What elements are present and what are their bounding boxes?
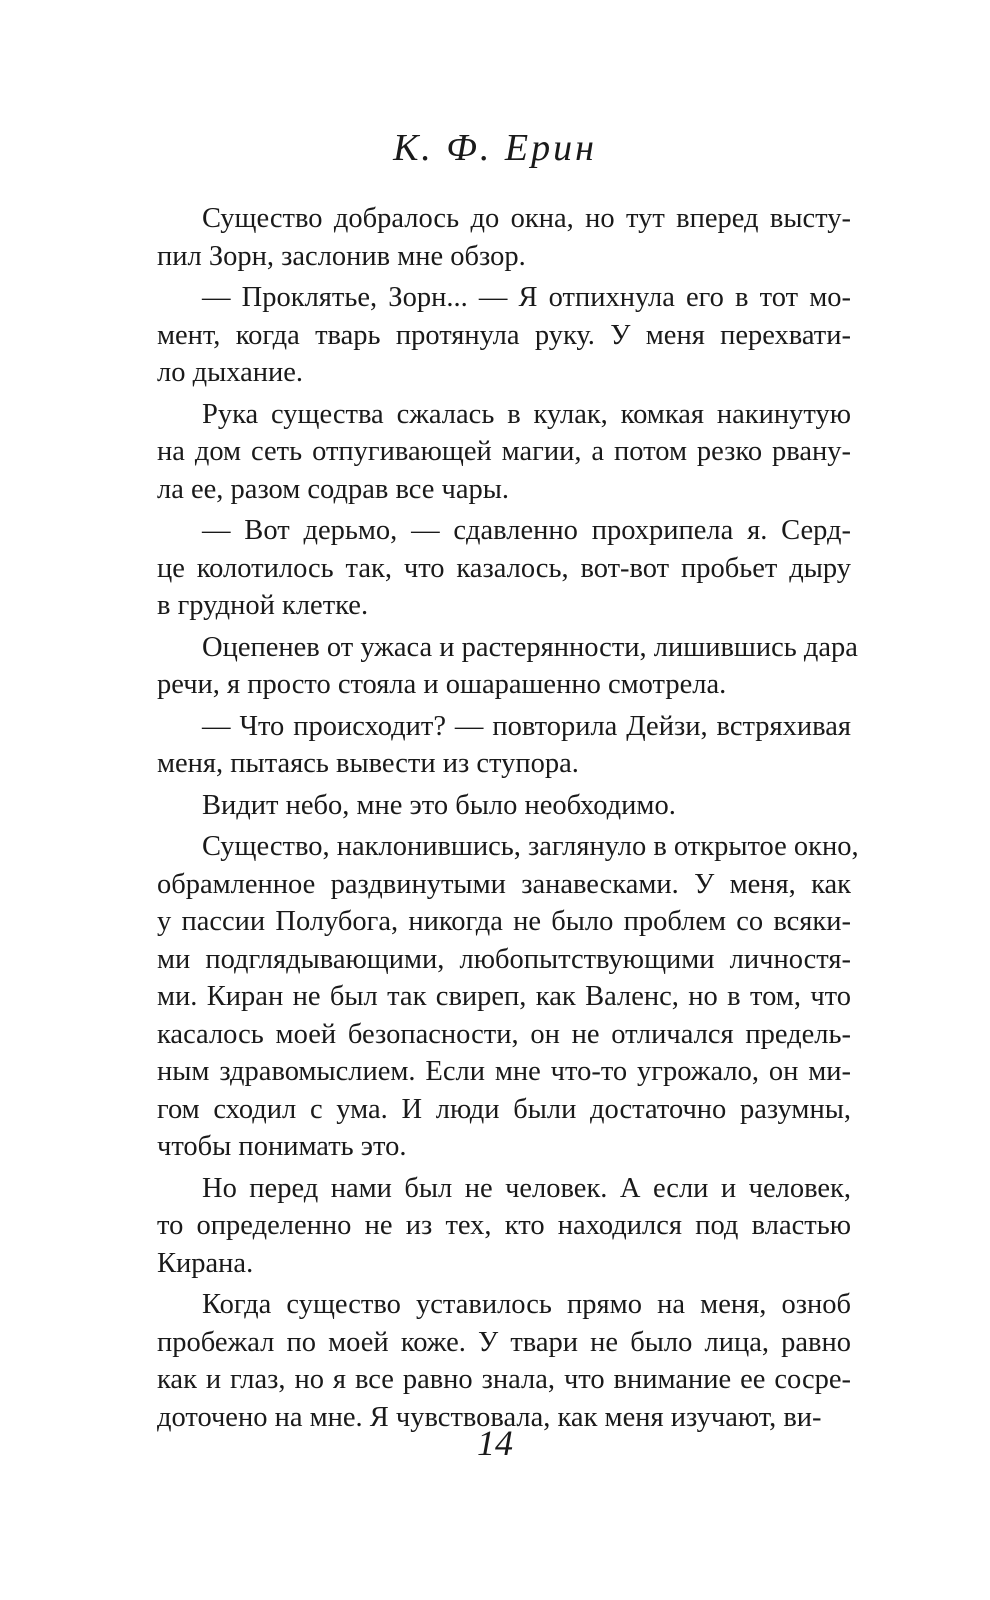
running-head: К. Ф. Ерин [393, 127, 597, 169]
text-line: Когда существо уставилось прямо на меня, озноб [202, 1289, 851, 1320]
text-line: чтобы понимать это. [157, 1131, 407, 1162]
text-line: Оцепенев от ужаса и растерянности, лишившись дара [202, 631, 858, 663]
text-line: доточено на мне. Я чувствовала, как меня изучают, ви- [157, 1401, 822, 1433]
text-line: Рука существа сжалась в кулак, комкая накинутую [202, 398, 851, 430]
text-line: касалось моей безопасности, он не отличался предель- [157, 1018, 851, 1050]
paragraph [157, 279, 851, 392]
text-line: це колотилось так, что казалось, вот-вот пробьет дыру [157, 552, 851, 584]
text-line: у пассии Полубога, никогда не было проблем со всяки- [157, 906, 851, 937]
page-number: 14 [477, 1423, 513, 1463]
text-line: — Что происходит? — повторила Дейзи, встряхивая [202, 710, 851, 742]
text-line: пил Зорн, заслонив мне обзор. [157, 240, 526, 272]
text-line: ло дыхание. [157, 357, 304, 388]
paragraph [157, 396, 851, 509]
paragraph [157, 629, 858, 704]
text-line: ным здравомыслием. Если мне что-то угрожало, он ми- [157, 1056, 851, 1087]
text-line: — Вот дерьмо, — сдавленно прохрипела я. Серд- [202, 515, 851, 546]
paragraph [157, 708, 851, 783]
paragraph [157, 512, 851, 625]
body-text [157, 200, 859, 1440]
text-line: обрамленное раздвинутыми занавесками. У меня, как [157, 868, 851, 900]
text-line: Кирана. [157, 1247, 254, 1279]
text-line: в грудной клетке. [157, 590, 369, 621]
text-line: пробежал по моей коже. У твари не было лица, равно [157, 1326, 851, 1358]
text-line: — Проклятье, Зорн... — Я отпихнула его в тот мо- [202, 282, 851, 313]
paragraph [157, 1170, 851, 1283]
paragraph [157, 200, 851, 275]
text-line: на дом сеть отпугивающей магии, а потом резко рвану- [157, 436, 851, 467]
text-line: то определенно не из тех, кто находился под властью [157, 1210, 851, 1241]
text-line: мент, когда тварь протянула руку. У меня перехвати- [157, 319, 851, 351]
text-line: ла ее, разом содрав все чары. [157, 473, 510, 505]
text-line: Существо добралось до окна, но тут вперед высту- [202, 203, 851, 234]
text-line: ми. Киран не был так свиреп, как Валенс, но в том, что [157, 981, 851, 1012]
paragraph [157, 787, 851, 825]
paragraph [157, 1286, 851, 1436]
paragraph [157, 828, 859, 1166]
text-line: Но перед нами был не человек. А если и человек, [202, 1172, 851, 1204]
text-line: ми подглядывающими, любопытствующими личностя- [157, 943, 851, 975]
text-line: как и глаз, но я все равно знала, что внимание ее сосре- [157, 1364, 851, 1395]
text-line: Видит небо, мне это было необходимо. [202, 789, 676, 821]
text-line: меня, пытаясь вывести из ступора. [157, 748, 579, 779]
text-line: речи, я просто стояла и ошарашенно смотрела. [157, 669, 727, 700]
text-line: Существо, наклонившись, заглянуло в открытое окно, [202, 831, 859, 862]
text-line: гом сходил с ума. И люди были достаточно разумны, [157, 1093, 851, 1125]
